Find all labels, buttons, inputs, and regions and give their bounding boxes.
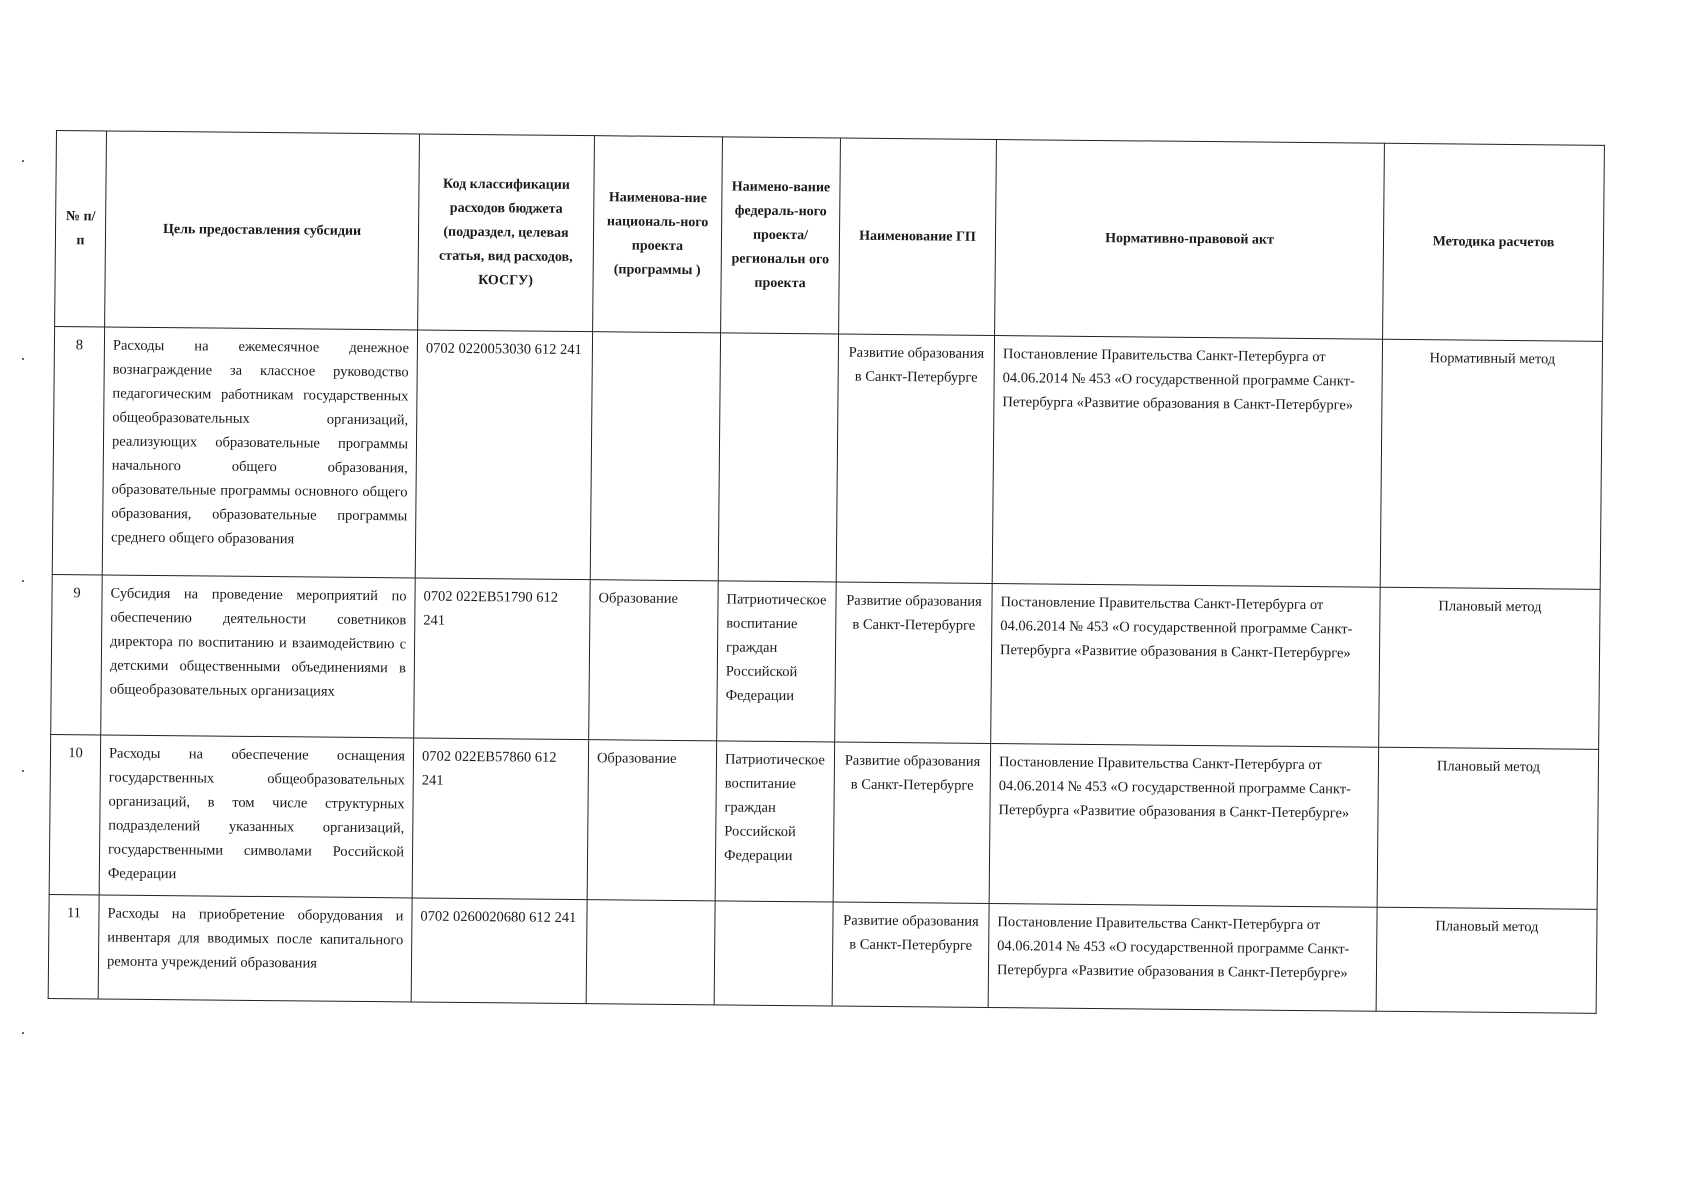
row-method: Нормативный метод [1380,339,1602,589]
row-gp-name: Развитие образования в Санкт-Петербурге [835,582,993,743]
row-national-project [586,900,715,1005]
row-num: 8 [52,326,104,574]
row-num: 11 [48,894,99,998]
row-goal: Расходы на обеспечение оснащения государственных общеобразовательных организаций, в том числе структурных подразделений указанных организаций, государственными символами Российской Федерации [99,735,414,898]
document-page [48,130,1604,1014]
subsidy-table [48,130,1605,1014]
row-legal-act: Постановление Правительства Санкт-Петербурга от 04.06.2014 № 453 «О государственной программе Санкт-Петербурга «Развитие образования в Санкт-Петербурге» [992,336,1382,588]
table-row [48,894,1597,1013]
header-num: № п/ п [55,131,107,327]
row-num: 10 [49,734,101,894]
row-federal-project: Патриотическое воспитание граждан Российской Федерации [715,741,835,902]
row-gp-name: Развитие образования в Санкт-Петербурге [833,742,991,903]
row-goal: Расходы на приобретение оборудования и инвентаря для вводимых после капитального ремонта учреждений образования [98,895,412,1002]
row-goal: Расходы на ежемесячное денежное вознаграждение за классное руководство педагогическим работникам государственных общеобразовательных организаций, реализующих образовательные программы начального общего образования, образовательные программы основного общего образования, образовательные программы среднего общего образования [102,327,417,578]
row-legal-act: Постановление Правительства Санкт-Петербурга от 04.06.2014 № 453 «О государственной программе Санкт-Петербурга «Развитие образования в Санкт-Петербурге» [991,584,1381,748]
row-gp-name: Развитие образования в Санкт-Петербурге [832,902,989,1007]
table-row [51,574,1600,749]
table-header-row [55,131,1605,342]
table-row [49,734,1598,909]
header-legal-act: Нормативно-правовой акт [995,140,1385,340]
row-legal-act: Постановление Правительства Санкт-Петербурга от 04.06.2014 № 453 «О государственной программе Санкт-Петербурга «Развитие образования в Санкт-Петербурге» [989,744,1379,908]
row-code: 0702 0260020680 612 241 [411,898,587,1004]
header-national-project: Наименова-ние националь-ного проекта (программы ) [593,136,723,333]
header-federal-project: Наимено-вание федераль-ного проекта/ региональн ого проекта [721,137,841,334]
row-num: 9 [51,574,103,734]
row-federal-project [714,901,833,1006]
header-goal: Цель предоставления субсидии [105,131,420,330]
row-goal: Субсидия на проведение мероприятий по обеспечению деятельности советников директора по воспитанию и взаимодействию с детскими общественными объединениями в общеобразовательных организациях [101,575,416,738]
row-code: 0702 022EB57860 612 241 [412,738,589,900]
row-legal-act: Постановление Правительства Санкт-Петербурга от 04.06.2014 № 453 «О государственной программе Санкт-Петербурга «Развитие образования в Санкт-Петербурге» [988,903,1377,1011]
header-code: Код классификации расходов бюджета (подраздел, целевая статья, вид расходов, КОСГУ) [418,134,595,332]
row-gp-name: Развитие образования в Санкт-Петербурге [836,334,994,583]
row-federal-project: Патриотическое воспитание граждан Российской Федерации [717,581,837,742]
row-national-project: Образование [587,740,717,901]
header-method: Методика расчетов [1383,143,1605,341]
row-method: Плановый метод [1377,747,1599,909]
row-code: 0702 022EB51790 612 241 [414,578,591,740]
row-national-project [590,332,720,581]
table-row [52,326,1602,589]
row-federal-project [718,333,838,582]
row-method: Плановый метод [1379,587,1601,749]
row-national-project: Образование [589,580,719,741]
header-gp-name: Наименование ГП [839,138,997,335]
row-code: 0702 0220053030 612 241 [415,330,592,580]
row-method: Плановый метод [1376,907,1597,1013]
